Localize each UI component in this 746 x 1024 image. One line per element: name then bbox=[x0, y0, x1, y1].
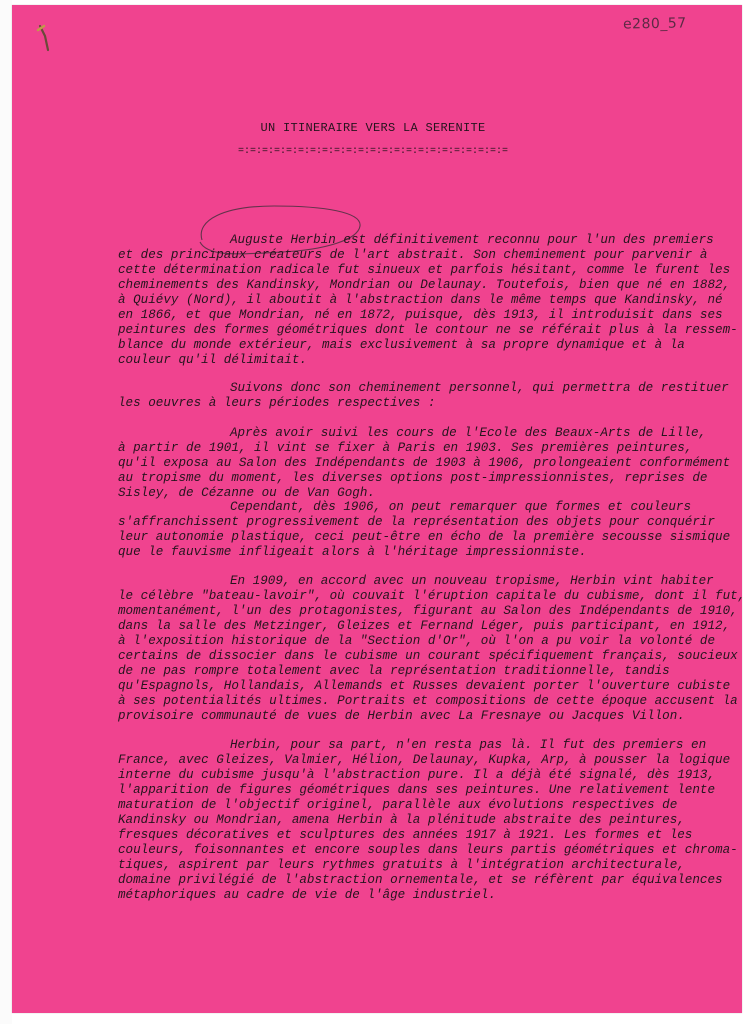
paragraph-6 bbox=[118, 738, 738, 903]
text-line: Après avoir suivi les cours de l'Ecole des Beaux-Arts de Lille, bbox=[230, 426, 707, 440]
text-line: à l'exposition historique de la "Section d'Or", où l'on a pu voir la volonté de bbox=[118, 634, 716, 648]
text-line: métaphoriques au cadre de vie de l'âge industriel. bbox=[118, 888, 496, 902]
paragraph-3 bbox=[118, 426, 730, 501]
text-line: peintures des formes géométriques dont le contour ne se référait plus à la ressem- bbox=[118, 323, 738, 337]
text-line: couleur qu'il délimitait. bbox=[118, 353, 307, 367]
text-line: les oeuvres à leurs périodes respectives : bbox=[118, 396, 436, 410]
text-line: cheminements des Kandinsky, Mondrian ou Delaunay. Toutefois, bien que né en 1882, bbox=[118, 278, 731, 292]
text-line: certains de dissocier dans le cubisme un courant spécifiquement français, soucieux bbox=[118, 649, 738, 663]
text-line: dans la salle des Metzinger, Gleizes et Fernand Léger, puis participant, en 1912, bbox=[118, 619, 731, 633]
text-line: au tropisme du moment, les diverses options post-impressionnistes, reprises de bbox=[118, 471, 708, 485]
text-line: Herbin, pour sa part, n'en resta pas là. Il fut des premiers en bbox=[230, 738, 707, 752]
text-line: blance du monde extérieur, mais exclusivement à sa propre dynamique et à la bbox=[118, 338, 685, 352]
text-line: et des principaux créateurs de l'art abstrait. Son cheminement pour parvenir à bbox=[118, 248, 708, 262]
text-line: Cependant, dès 1906, on peut remarquer que formes et couleurs bbox=[230, 500, 692, 514]
text-line: leur autonomie plastique, ceci peut-être en écho de la première secousse sismique bbox=[118, 530, 731, 544]
text-line: le célèbre "bateau-lavoir", où couvait l'éruption capitale du cubisme, dont il fut, bbox=[118, 589, 746, 603]
paragraph-4 bbox=[118, 500, 730, 560]
text-line: Sisley, de Cézanne ou de Van Gogh. bbox=[118, 486, 375, 500]
text-line: Auguste Herbin est définitivement reconnu pour l'un des premiers bbox=[230, 233, 714, 247]
paragraph-2 bbox=[118, 381, 730, 411]
archive-reference: e280_57 bbox=[622, 15, 687, 33]
text-line: provisoire communauté de vues de Herbin avec La Fresnaye ou Jacques Villon. bbox=[118, 709, 685, 723]
text-line: à ses potentialités ultimes. Portraits et compositions de cette époque accusent la bbox=[118, 694, 738, 708]
text-line: que le fauvisme infligeait alors à l'héritage impressionniste. bbox=[118, 545, 587, 559]
text-line: à Quiévy (Nord), il aboutit à l'abstraction dans le même temps que Kandinsky, né bbox=[118, 293, 723, 307]
page-title: UN ITINERAIRE VERS LA SERENITE bbox=[260, 121, 486, 135]
text-line: s'affranchissent progressivement de la représentation des objets pour conquérir bbox=[118, 515, 716, 529]
text-line: en 1866, et que Mondrian, né en 1872, puisque, dès 1913, il introduisit dans ses bbox=[118, 308, 723, 322]
title-underline: =:=:=:=:=:=:=:=:=:=:=:=:=:=:=:=:=:=:=:=:=:=:= bbox=[237, 146, 509, 157]
text-line: cette détermination radicale fut sinueux et parfois hésitant, comme le furent les bbox=[118, 263, 731, 277]
text-line: interne du cubisme jusqu'à l'abstraction pure. Il a déjà été signalé, dès 1913, bbox=[118, 768, 716, 782]
text-line: fresques décoratives et sculptures des années 1917 à 1921. Les formes et les bbox=[118, 828, 693, 842]
text-line: domaine privilégié de l'abstraction ornementale, et se réfèrent par équivalences bbox=[118, 873, 723, 887]
text-line: qu'Espagnols, Hollandais, Allemands et Russes devaient porter l'ouverture cubiste bbox=[118, 679, 731, 693]
text-line: Kandinsky ou Mondrian, amena Herbin à la plénitude abstraite des peintures, bbox=[118, 813, 685, 827]
text-line: France, avec Gleizes, Valmier, Hélion, Delaunay, Kupka, Arp, à pousser la logique bbox=[118, 753, 731, 767]
text-line: En 1909, en accord avec un nouveau tropisme, Herbin vint habiter bbox=[230, 574, 714, 588]
text-line: l'apparition de figures géométriques dans ses peintures. Une relativement lente bbox=[118, 783, 716, 797]
text-line: qu'il exposa au Salon des Indépendants de 1903 à 1906, prolongeaient conformément bbox=[118, 456, 731, 470]
text-line: à partir de 1901, il vint se fixer à Paris en 1903. Ses premières peintures, bbox=[118, 441, 693, 455]
text-line: maturation de l'objectif originel, parallèle aux évolutions respectives de bbox=[118, 798, 678, 812]
text-line: Suivons donc son cheminement personnel, qui permettra de restituer bbox=[230, 381, 729, 395]
text-line: momentanément, l'un des protagonistes, figurant au Salon des Indépendants de 1910, bbox=[118, 604, 738, 618]
text-line: couleurs, foisonnantes et encore souples dans leurs partis géométriques et chroma- bbox=[118, 843, 738, 857]
paragraph-5 bbox=[118, 574, 746, 724]
pin-mark-icon bbox=[36, 22, 58, 56]
text-line: de ne pas rompre totalement avec la représentation traditionnelle, tandis bbox=[118, 664, 670, 678]
paragraph-1 bbox=[118, 233, 738, 368]
text-line: tiques, aspirent par leurs rythmes gratuits à l'intégration architecturale, bbox=[118, 858, 685, 872]
